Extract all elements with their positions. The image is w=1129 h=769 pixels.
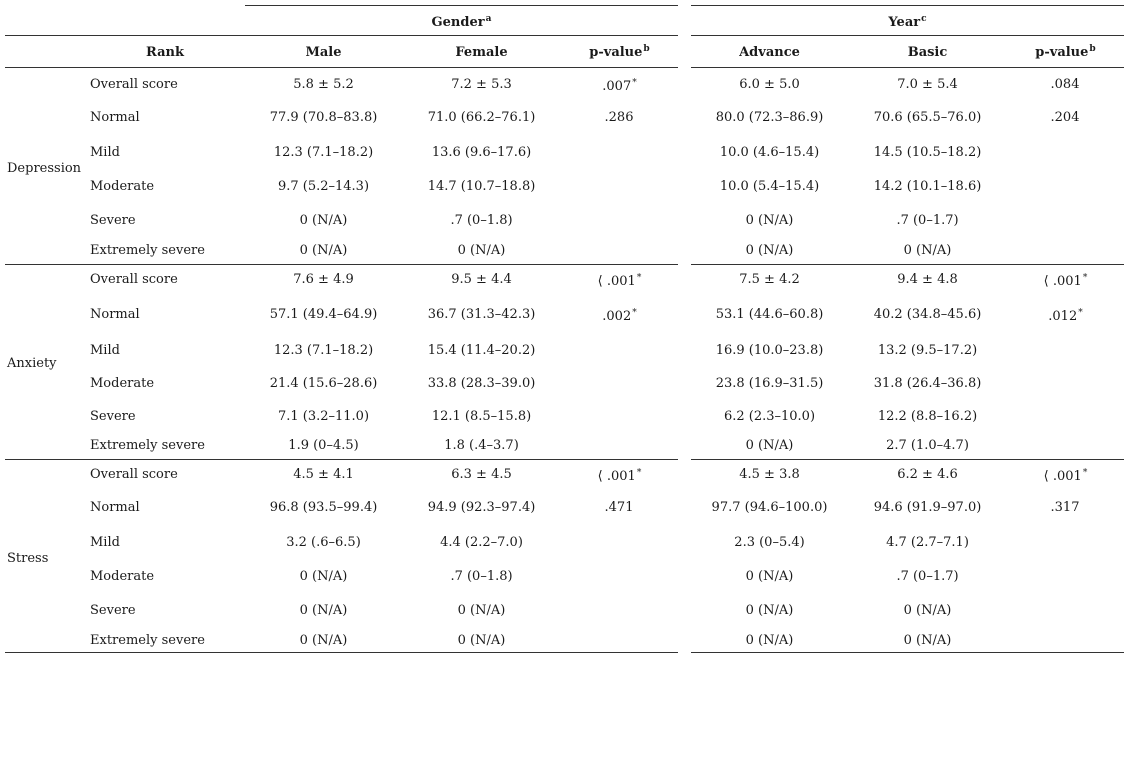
pvalue-year-cell [1007,569,1124,585]
advance-cell: 0 (N/A) [745,438,794,453]
anxiety-bottom-rule [5,459,678,460]
rank-cell: Extremely severe [90,633,205,648]
header-male: Male [305,45,342,60]
basic-cell: 70.6 (65.5–76.0) [873,110,982,125]
rank-cell: Mild [90,343,120,358]
male-cell: 12.3 (7.1–18.2) [273,343,374,358]
pvalue-year-cell [1007,409,1124,425]
pvalue-year-cell [1007,633,1124,649]
female-cell: 6.3 ± 4.5 [451,467,512,482]
basic-cell: 0 (N/A) [903,243,952,258]
pvalue-year-cell: .317 [1050,500,1080,515]
pvalue-gender-cell: .007* [602,77,637,94]
female-cell: 12.1 (8.5–15.8) [431,409,532,424]
female-cell: 14.7 (10.7–18.8) [427,179,536,194]
depression-bottom-rule-year [691,264,1124,265]
basic-cell: .7 (0–1.7) [896,569,959,584]
basic-cell: 2.7 (1.0–4.7) [886,438,969,453]
pvalue-gender-cell: .471 [604,500,634,515]
pvalue-gender-cell [561,633,678,649]
female-cell: 7.2 ± 5.3 [451,77,512,92]
basic-cell: 14.5 (10.5–18.2) [873,145,982,160]
advance-cell: 80.0 (72.3–86.9) [715,110,824,125]
advance-cell: 10.0 (5.4–15.4) [719,179,820,194]
female-cell: .7 (0–1.8) [450,569,513,584]
female-cell: 13.6 (9.6–17.6) [431,145,532,160]
pvalue-gender-cell [561,376,678,392]
rank-cell: Moderate [90,179,155,194]
pvalue-year-cell [1007,243,1124,259]
header-pvalue-year: p-value$^b$ [1035,43,1096,60]
advance-cell: 0 (N/A) [745,603,794,618]
pvalue-year-cell: .012* [1048,307,1083,324]
rank-cell: Mild [90,535,120,550]
male-cell: 5.8 ± 5.2 [293,77,354,92]
basic-cell: 13.2 (9.5–17.2) [877,343,978,358]
header-bottom-rule [5,67,678,68]
basic-cell: 31.8 (26.4–36.8) [873,376,982,391]
basic-cell: .7 (0–1.7) [896,213,959,228]
rank-cell: Overall score [90,467,178,482]
pvalue-gender-cell [561,343,678,359]
male-cell: 57.1 (49.4–64.9) [269,307,378,322]
pvalue-year-cell: .204 [1050,110,1080,125]
header-female: Female [455,45,508,60]
pvalue-year-cell [1007,145,1124,161]
rank-cell: Overall score [90,272,178,287]
header-advance: Advance [739,45,800,60]
male-cell: 7.6 ± 4.9 [293,272,354,287]
pvalue-gender-cell [561,409,678,425]
female-cell: 0 (N/A) [457,243,506,258]
basic-cell: 6.2 ± 4.6 [897,467,958,482]
basic-cell: 0 (N/A) [903,633,952,648]
pvalue-gender-cell [561,535,678,551]
pvalue-year-cell [1007,179,1124,195]
male-cell: 77.9 (70.8–83.8) [269,110,378,125]
pvalue-gender-cell [561,179,678,195]
pvalue-year-cell [1007,213,1124,229]
basic-cell: 0 (N/A) [903,603,952,618]
male-cell: 12.3 (7.1–18.2) [273,145,374,160]
rank-cell: Normal [90,110,140,125]
female-cell: 0 (N/A) [457,633,506,648]
table-bottom-rule-year [691,652,1124,653]
advance-cell: 0 (N/A) [745,243,794,258]
rank-cell: Severe [90,213,136,228]
header-pvalue-gender: p-value$^b$ [589,43,650,60]
advance-cell: 16.9 (10.0–23.8) [715,343,824,358]
pvalue-gender-cell: ⟨ .001* [597,467,642,484]
anxiety-bottom-rule-year [691,459,1124,460]
rank-cell: Normal [90,500,140,515]
male-cell: 21.4 (15.6–28.6) [269,376,378,391]
pvalue-gender-cell [561,603,678,619]
male-cell: 0 (N/A) [299,213,348,228]
advance-cell: 0 (N/A) [745,633,794,648]
advance-cell: 2.3 (0–5.4) [734,535,805,550]
advance-cell: 4.5 ± 3.8 [739,467,800,482]
pvalue-gender-cell: .286 [604,110,634,125]
top-rule-gender [245,5,678,6]
female-cell: 36.7 (31.3–42.3) [427,307,536,322]
rank-cell: Moderate [90,376,155,391]
advance-cell: 6.2 (2.3–10.0) [723,409,816,424]
female-cell: 71.0 (66.2–76.1) [427,110,536,125]
female-cell: 1.8 (.4–3.7) [444,438,519,453]
pvalue-year-cell [1007,343,1124,359]
pvalue-gender-cell [561,243,678,259]
pvalue-gender-cell [561,569,678,585]
header-year: Year$^c$ [888,13,927,30]
rank-cell: Extremely severe [90,438,205,453]
rank-cell: Extremely severe [90,243,205,258]
pvalue-gender-cell [561,145,678,161]
basic-cell: 4.7 (2.7–7.1) [886,535,969,550]
male-cell: 0 (N/A) [299,569,348,584]
header-basic: Basic [907,45,948,60]
rank-cell: Overall score [90,77,178,92]
advance-cell: 0 (N/A) [745,569,794,584]
header-mid-rule-year [691,35,1124,36]
group-label-stress: Stress [7,551,49,566]
advance-cell: 6.0 ± 5.0 [739,77,800,92]
advance-cell: 53.1 (44.6–60.8) [715,307,824,322]
pvalue-year-cell: .084 [1050,77,1080,92]
header-bottom-rule-year [691,67,1124,68]
male-cell: 4.5 ± 4.1 [293,467,354,482]
table-bottom-rule [5,652,678,653]
advance-cell: 23.8 (16.9–31.5) [715,376,824,391]
basic-cell: 14.2 (10.1–18.6) [873,179,982,194]
advance-cell: 0 (N/A) [745,213,794,228]
male-cell: 0 (N/A) [299,243,348,258]
pvalue-gender-cell: ⟨ .001* [597,272,642,289]
male-cell: 7.1 (3.2–11.0) [277,409,370,424]
pvalue-gender-cell [561,213,678,229]
male-cell: 0 (N/A) [299,603,348,618]
pvalue-gender-cell [561,438,678,454]
female-cell: .7 (0–1.8) [450,213,513,228]
female-cell: 0 (N/A) [457,603,506,618]
female-cell: 4.4 (2.2–7.0) [440,535,523,550]
female-cell: 15.4 (11.4–20.2) [427,343,536,358]
pvalue-year-cell [1007,603,1124,619]
group-label-anxiety: Anxiety [7,356,57,371]
basic-cell: 94.6 (91.9–97.0) [873,500,982,515]
male-cell: 1.9 (0–4.5) [288,438,359,453]
male-cell: 96.8 (93.5–99.4) [269,500,378,515]
rank-cell: Severe [90,603,136,618]
pvalue-year-cell [1007,535,1124,551]
header-rank: Rank [146,45,184,60]
female-cell: 94.9 (92.3–97.4) [427,500,536,515]
rank-cell: Mild [90,145,120,160]
rank-cell: Severe [90,409,136,424]
basic-cell: 7.0 ± 5.4 [897,77,958,92]
basic-cell: 9.4 ± 4.8 [897,272,958,287]
rank-cell: Normal [90,307,140,322]
female-cell: 9.5 ± 4.4 [451,272,512,287]
basic-cell: 40.2 (34.8–45.6) [873,307,982,322]
advance-cell: 10.0 (4.6–15.4) [719,145,820,160]
advance-cell: 97.7 (94.6–100.0) [711,500,828,515]
top-rule-year [691,5,1124,6]
group-label-depression: Depression [7,161,82,176]
male-cell: 0 (N/A) [299,633,348,648]
rank-cell: Moderate [90,569,155,584]
male-cell: 3.2 (.6–6.5) [286,535,361,550]
header-mid-rule [5,35,678,36]
basic-cell: 12.2 (8.8–16.2) [877,409,978,424]
pvalue-year-cell: ⟨ .001* [1043,467,1088,484]
pvalue-year-cell [1007,438,1124,454]
depression-bottom-rule [5,264,678,265]
female-cell: 33.8 (28.3–39.0) [427,376,536,391]
header-gender: Gender$^a$ [431,13,492,30]
pvalue-gender-cell: .002* [602,307,637,324]
pvalue-year-cell [1007,376,1124,392]
pvalue-year-cell: ⟨ .001* [1043,272,1088,289]
advance-cell: 7.5 ± 4.2 [739,272,800,287]
male-cell: 9.7 (5.2–14.3) [277,179,370,194]
